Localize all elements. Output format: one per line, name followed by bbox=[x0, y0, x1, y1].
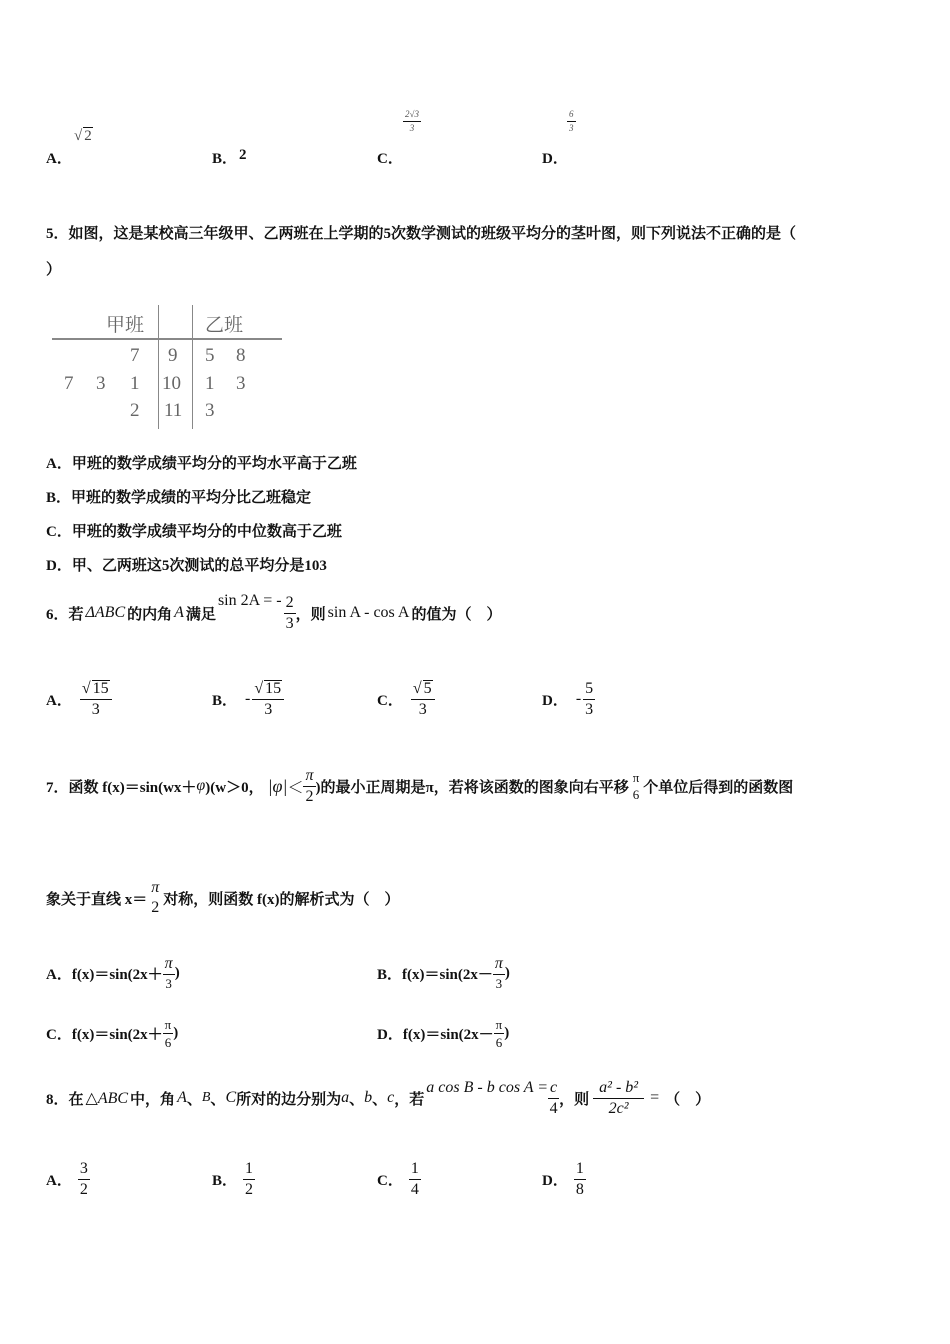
q7-stem-line1: 7．函数 f(x)＝sin(wx＋ φ )(w＞0， |φ| ＜ $\frac{\pi}{2}$ )的最小正周期是π，若将该函数的图象向右平移 π 6 个单位后得到的函数图 bbox=[46, 766, 794, 805]
leaf: 5 bbox=[205, 345, 215, 366]
q5-stem-line2: ） bbox=[46, 262, 62, 278]
fraction: $\frac{6}{3}$ bbox=[569, 109, 574, 133]
equation: a cos B - b cos A = bbox=[426, 1079, 549, 1096]
q7-option-d: D．f(x)＝sin(2x－ $\frac{\pi}{6}$ ) bbox=[377, 1016, 510, 1050]
q8-option-d: D． $\frac{1}{8}$ bbox=[542, 1159, 584, 1198]
fraction-c-4: $\frac{c}{4}$ bbox=[549, 1078, 558, 1117]
q6-option-a: A． $\frac{√ 15}{3}$ bbox=[46, 674, 112, 724]
leaf: 3 bbox=[205, 400, 215, 421]
leaf: 7 bbox=[130, 345, 140, 366]
fraction-2-3: $\frac{2}{3}$ bbox=[285, 593, 294, 632]
fraction: $\frac{1}{8}$ bbox=[575, 1159, 584, 1198]
stem-value: 9 bbox=[168, 345, 178, 366]
fraction: $\frac{\pi}{6}$ bbox=[495, 1016, 503, 1050]
q7-option-a: A．f(x)＝sin(2x＋ $\frac{\pi}{3}$ ) bbox=[46, 955, 180, 991]
radicand: 2 bbox=[84, 128, 92, 144]
fraction: $\frac{\pi}{6}$ bbox=[164, 1016, 172, 1050]
fraction: $\frac{\pi}{3}$ bbox=[164, 955, 173, 991]
q4-option-a-value bbox=[74, 127, 93, 145]
fraction-pi-2: $\frac{\pi}{2}$ bbox=[305, 766, 314, 805]
leaf: 2 bbox=[130, 400, 140, 421]
fraction: $\frac{1}{4}$ bbox=[410, 1159, 419, 1198]
fraction: $\frac{5}{3}$ bbox=[585, 679, 594, 718]
q4-option-c-value bbox=[403, 110, 421, 133]
q7-stem-line2: 象关于直线 x＝ π 2 对称，则函数 f(x)的解析式为（ ） bbox=[46, 879, 400, 916]
horizontal-divider bbox=[52, 338, 282, 340]
q7-option-c: C．f(x)＝sin(2x＋ $\frac{\pi}{6}$ ) bbox=[46, 1016, 179, 1050]
q6-option-c: C． $\frac{√ 5}{3}$ bbox=[377, 674, 435, 724]
fraction: $\frac{3}{2}$ bbox=[79, 1159, 88, 1198]
fraction-pi-2: π 2 bbox=[151, 879, 160, 916]
fraction: $\frac{√ 15}{3}$ bbox=[252, 680, 284, 718]
triangle-abc: △ABC bbox=[85, 1090, 129, 1107]
q8-stem: 8．在 △ABC 中，角 A 、 B 、 C 所对的边分别为 a 、 b 、 c ，若 a cos B - b cos A = $\frac{c}{4}$ ，则 $\frac{\text{a² - b²}}{\text{2c²}}$ = （ ） bbox=[46, 1078, 711, 1117]
fraction: $\frac{√ 5}{3}$ bbox=[411, 680, 435, 718]
leaf: 8 bbox=[236, 345, 246, 366]
vertical-divider-right bbox=[192, 305, 193, 429]
q4-option-c-label: C． bbox=[377, 151, 403, 167]
stem-value: 11 bbox=[164, 400, 183, 421]
q4-option-b-value: 2 bbox=[239, 147, 247, 163]
triangle-abc: ΔABC bbox=[85, 604, 126, 621]
q4-option-d-label: D． bbox=[542, 151, 568, 167]
leaf: 7 bbox=[64, 373, 74, 394]
q4-option-d-value bbox=[567, 110, 576, 133]
q5-option-b: B．甲班的数学成绩的平均分比乙班稳定 bbox=[46, 490, 312, 506]
abs-phi: |φ| bbox=[267, 775, 288, 796]
expression: sin A - cos A bbox=[327, 604, 410, 621]
q4-option-b-label: B． bbox=[212, 151, 238, 167]
phi-symbol: φ bbox=[196, 777, 206, 794]
q4-option-a-label: A． bbox=[46, 151, 72, 167]
fraction: $\frac{2√3}{3}$ bbox=[405, 109, 419, 133]
q6-stem: 6．若 ΔABC 的内角 A 满足 sin 2A = - $\frac{2}{3}$ ，则 sin A - cos A 的值为（ ） bbox=[46, 592, 502, 632]
q6-option-b: B． - $\frac{√ 15}{3}$ bbox=[212, 674, 284, 724]
q5-option-a: A．甲班的数学成绩平均分的平均水平高于乙班 bbox=[46, 456, 357, 472]
q5-option-d: D．甲、乙两班这5次测试的总平均分是103 bbox=[46, 558, 327, 574]
q8-option-c: C． $\frac{1}{4}$ bbox=[377, 1159, 419, 1198]
q7-option-b: B．f(x)＝sin(2x－ $\frac{\pi}{3}$ ) bbox=[377, 955, 510, 991]
equation-left: sin 2A = - bbox=[217, 592, 282, 609]
leaf: 1 bbox=[130, 373, 140, 394]
header-left: 甲班 bbox=[106, 315, 145, 336]
leaf: 3 bbox=[236, 373, 246, 394]
fraction: $\frac{1}{2}$ bbox=[245, 1159, 254, 1198]
fraction-ratio: $\frac{\text{a² - b²}}{\text{2c²}}$ bbox=[593, 1080, 644, 1117]
header-right: 乙班 bbox=[205, 315, 244, 336]
q5-option-c: C．甲班的数学成绩平均分的中位数高于乙班 bbox=[46, 524, 342, 540]
sqrt-symbol: √ bbox=[74, 128, 83, 144]
q5-stem-line1: 5．如图，这是某校高三年级甲、乙两班在上学期的5次数学测试的班级平均分的茎叶图，则下列说法不正确的是（ bbox=[46, 226, 797, 242]
q6-option-d: D． - $\frac{5}{3}$ bbox=[542, 679, 594, 718]
angle-a: A bbox=[174, 604, 184, 621]
fraction: $\frac{\pi}{3}$ bbox=[494, 955, 503, 991]
stem-value: 10 bbox=[162, 373, 181, 394]
q8-option-b: B． $\frac{1}{2}$ bbox=[212, 1159, 254, 1198]
leaf: 1 bbox=[205, 373, 215, 394]
leaf: 3 bbox=[96, 373, 106, 394]
q8-option-a: A． $\frac{3}{2}$ bbox=[46, 1159, 88, 1198]
fraction-pi-6: π 6 bbox=[632, 770, 640, 802]
vertical-divider-left bbox=[158, 305, 159, 429]
stem-leaf-diagram bbox=[52, 305, 284, 433]
fraction: $\frac{√ 15}{3}$ bbox=[80, 680, 112, 718]
